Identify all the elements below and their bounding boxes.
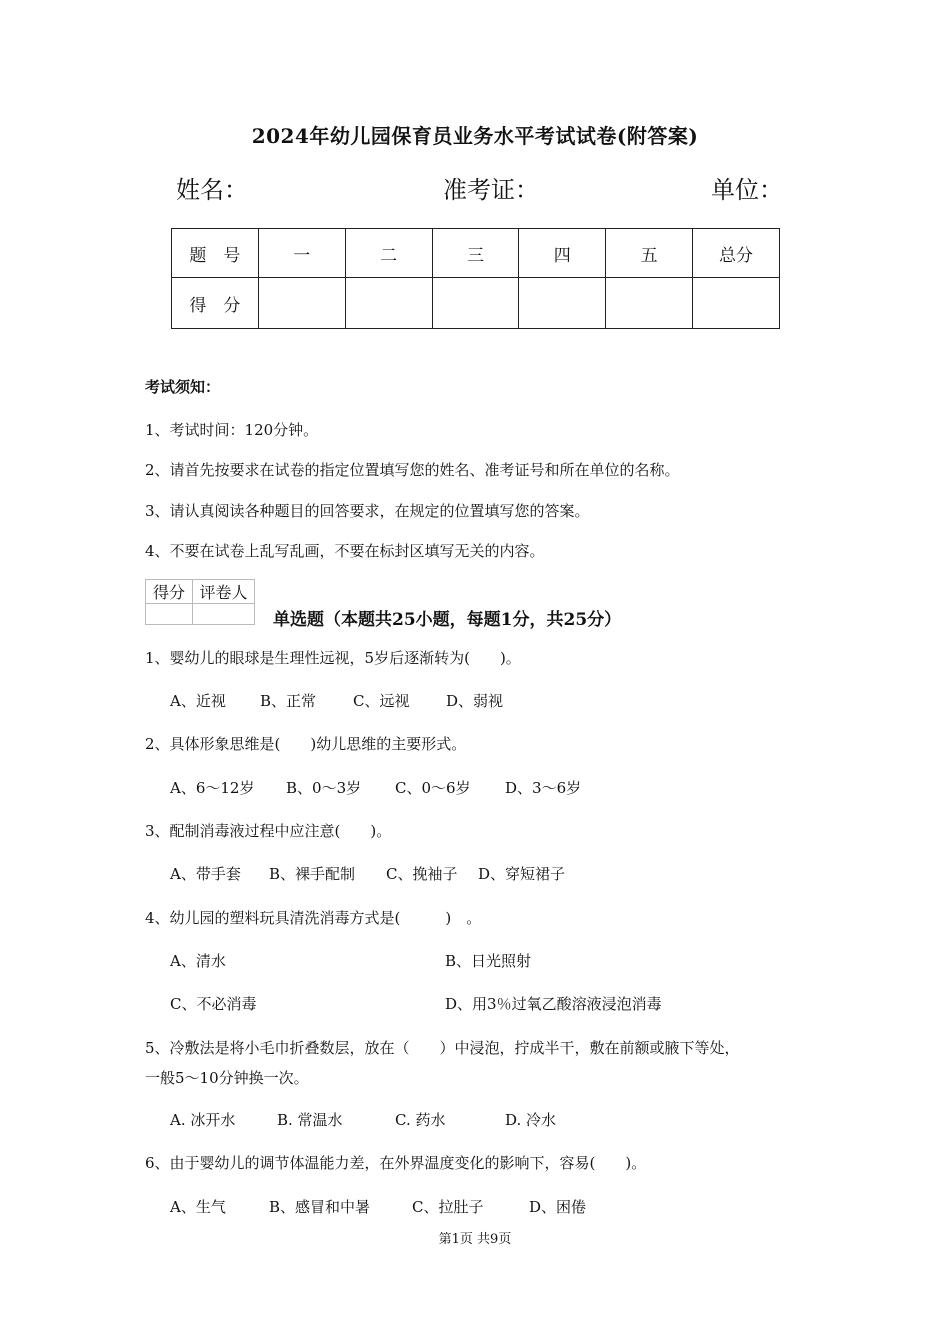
option: C. 药水 xyxy=(395,1111,446,1129)
option: A、带手套 xyxy=(170,865,241,883)
grader-score-label: 得分 xyxy=(146,580,193,604)
question-text: 3、配制消毒液过程中应注意( )。 xyxy=(145,822,392,840)
score-input-cell[interactable] xyxy=(606,278,693,329)
option: C、不必消毒 xyxy=(170,995,257,1013)
score-header-cell: 题 号 xyxy=(172,229,259,278)
question-text: 1、婴幼儿的眼球是生理性远视，5岁后逐渐转为( )。 xyxy=(145,649,521,667)
name-field-label: 姓名： xyxy=(176,176,248,204)
option: D. 冷水 xyxy=(505,1111,557,1129)
score-header-cell: 四 xyxy=(519,229,606,278)
score-header-cell: 五 xyxy=(606,229,693,278)
question-text: 2、具体形象思维是( )幼儿思维的主要形式。 xyxy=(145,735,467,753)
option: A、生气 xyxy=(170,1198,226,1216)
option: B. 常温水 xyxy=(277,1111,343,1129)
option: C、远视 xyxy=(353,692,410,710)
option: D、穿短裙子 xyxy=(478,865,566,883)
option: B、裸手配制 xyxy=(269,865,356,883)
option: C、0～6岁 xyxy=(395,779,471,797)
option: C、挽袖子 xyxy=(386,865,458,883)
grader-box xyxy=(145,579,255,625)
score-table-header-row xyxy=(172,229,780,278)
page-title: 2024年幼儿园保育员业务水平考试试卷(附答案) xyxy=(251,124,699,148)
score-input-cell[interactable] xyxy=(345,278,432,329)
option: D、3～6岁 xyxy=(505,779,582,797)
note-item: 4、不要在试卷上乱写乱画，不要在标封区填写无关的内容。 xyxy=(145,542,545,560)
option: B、日光照射 xyxy=(445,952,532,970)
question-text: 6、由于婴幼儿的调节体温能力差，在外界温度变化的影响下，容易( )。 xyxy=(145,1154,647,1172)
question-text-continued: 一般5～10分钟换一次。 xyxy=(145,1069,309,1087)
question-text: 5、冷敷法是将小毛巾折叠数层，放在（ ）中浸泡，拧成半干，敷在前额或腋下等处， xyxy=(145,1039,740,1057)
score-table-score-row xyxy=(172,278,780,329)
grader-reviewer-cell[interactable] xyxy=(193,604,255,625)
unit-field-label: 单位： xyxy=(711,176,783,204)
note-item: 1、考试时间：120分钟。 xyxy=(145,421,319,439)
option: A、清水 xyxy=(170,952,226,970)
score-header-cell: 一 xyxy=(258,229,345,278)
option: B、正常 xyxy=(260,692,317,710)
option: D、困倦 xyxy=(529,1198,587,1216)
score-header-cell: 三 xyxy=(432,229,519,278)
score-input-cell[interactable] xyxy=(258,278,345,329)
option: A. 冰开水 xyxy=(170,1111,236,1129)
option: A、6～12岁 xyxy=(170,779,255,797)
option: B、0～3岁 xyxy=(286,779,362,797)
score-header-cell: 总分 xyxy=(693,229,780,278)
question-text: 4、幼儿园的塑料玩具清洗消毒方式是( ) 。 xyxy=(145,909,482,927)
option: C、拉肚子 xyxy=(412,1198,484,1216)
exam-id-field-label: 准考证： xyxy=(443,176,539,204)
option: D、用3％过氧乙酸溶液浸泡消毒 xyxy=(445,995,662,1013)
page-footer: 第1页 共9页 xyxy=(438,1232,512,1247)
grader-score-cell[interactable] xyxy=(146,604,193,625)
score-table xyxy=(171,228,780,329)
note-item: 3、请认真阅读各种题目的回答要求，在规定的位置填写您的答案。 xyxy=(145,502,590,520)
section-title: 单选题（本题共25小题，每题1分，共25分） xyxy=(273,610,622,630)
option: A、近视 xyxy=(170,692,226,710)
score-input-cell[interactable] xyxy=(519,278,606,329)
score-input-cell[interactable] xyxy=(693,278,780,329)
score-input-cell[interactable] xyxy=(432,278,519,329)
option: B、感冒和中暑 xyxy=(269,1198,371,1216)
score-header-cell: 二 xyxy=(345,229,432,278)
note-item: 2、请首先按要求在试卷的指定位置填写您的姓名、准考证号和所在单位的名称。 xyxy=(145,461,680,479)
option: D、弱视 xyxy=(446,692,504,710)
grader-reviewer-label: 评卷人 xyxy=(193,580,255,604)
notes-heading: 考试须知： xyxy=(145,378,221,396)
score-row-label: 得 分 xyxy=(172,278,259,329)
